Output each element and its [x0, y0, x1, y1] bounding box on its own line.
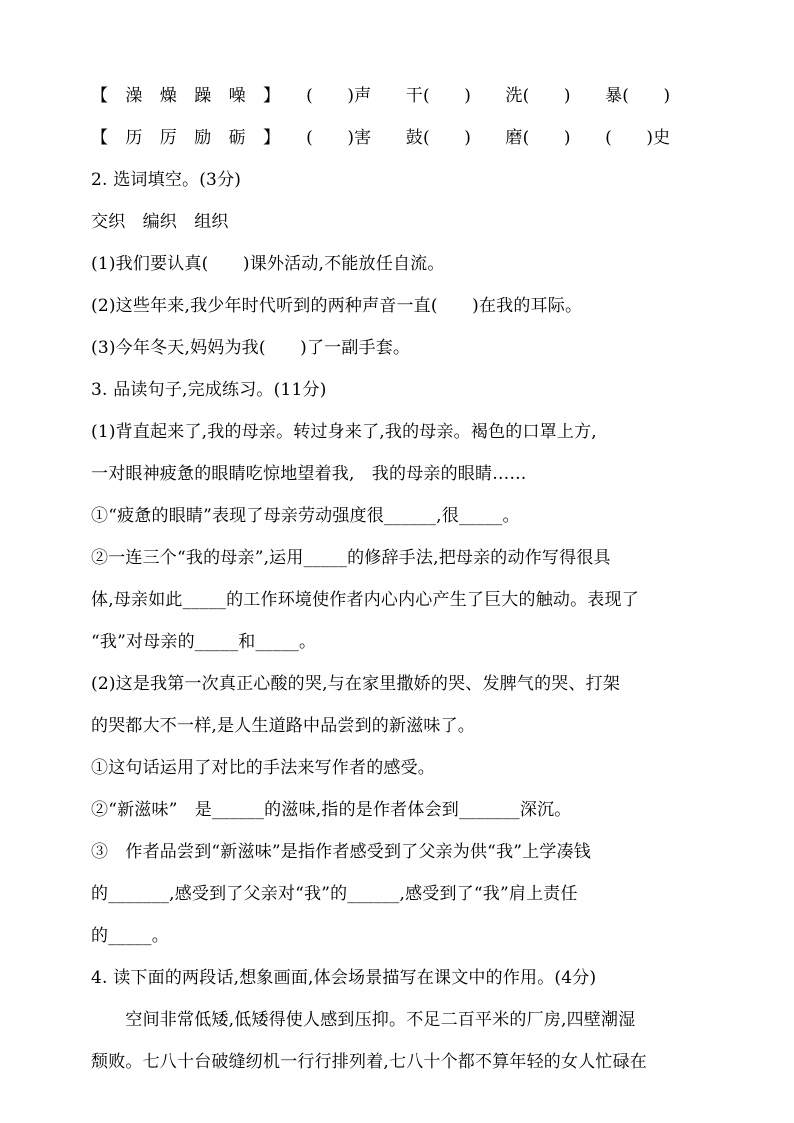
sub-question-2-3-line-1: ③ 作者品尝到“新滋味”是指作者感受到了父亲为供“我”上学凑钱 [91, 842, 591, 862]
sub-question-2-3-line-3: 的_____。 [91, 926, 169, 946]
sub-question-1-2-line-2: 体,母亲如此_____的工作环境使作者内心内心产生了巨大的触动。表现了 [91, 590, 639, 610]
question-2-heading: 2. 选词填空。(3分) [91, 170, 242, 190]
passage-3-line-1: 空间非常低矮,低矮得使人感到压抑。不足二百平米的厂房,四壁潮湿 [91, 1010, 636, 1030]
passage-2-line-1: (2)这是我第一次真正心酸的哭,与在家里撒娇的哭、发脾气的哭、打架 [91, 674, 621, 694]
sub-question-2-1: ①这句话运用了对比的手法来写作者的感受。 [91, 758, 435, 778]
question-2-item-3: (3)今年冬天,妈妈为我( )了一副手套。 [91, 338, 411, 358]
passage-1-line-1: (1)背直起来了,我的母亲。转过身来了,我的母亲。褐色的口罩上方, [91, 422, 597, 442]
sub-question-1-1: ①“疲惫的眼睛”表现了母亲劳动强度很______,很_____。 [91, 506, 520, 526]
sub-question-2-3-line-2: 的_______,感受到了父亲对“我”的______,感受到了“我”肩上责任 [91, 884, 578, 904]
text-line-bracket-li: 【 历 厉 励 砺 】 ( )害 鼓( ) 磨( ) ( )史 [91, 128, 671, 148]
sub-question-1-2-line-3: “我”对母亲的_____和_____。 [91, 632, 317, 652]
passage-1-line-2: 一对眼神疲惫的眼睛吃惊地望着我, 我的母亲的眼睛…… [91, 464, 527, 484]
question-2-item-2: (2)这些年来,我少年时代听到的两种声音一直( )在我的耳际。 [91, 296, 583, 316]
sub-question-2-2: ②“新滋味” 是______的滋味,指的是作者体会到_______深沉。 [91, 800, 572, 820]
text-line-bracket-zao: 【 澡 燥 躁 噪 】 ( )声 干( ) 洗( ) 暴( ) [91, 86, 671, 106]
question-3-heading: 3. 品读句子,完成练习。(11分) [91, 380, 327, 400]
passage-3-line-2: 颓败。七八十台破缝纫机一行行排列着,七八十个都不算年轻的女人忙碌在 [91, 1052, 648, 1072]
word-choices: 交织 编织 组织 [91, 212, 229, 232]
question-2-item-1: (1)我们要认真( )课外活动,不能放任自流。 [91, 254, 445, 274]
question-4-heading: 4. 读下面的两段话,想象画面,体会场景描写在课文中的作用。(4分) [91, 968, 597, 988]
sub-question-1-2-line-1: ②一连三个“我的母亲”,运用_____的修辞手法,把母亲的动作写得很具 [91, 548, 611, 568]
passage-2-line-2: 的哭都大不一样,是人生道路中品尝到的新滋味了。 [91, 716, 476, 736]
